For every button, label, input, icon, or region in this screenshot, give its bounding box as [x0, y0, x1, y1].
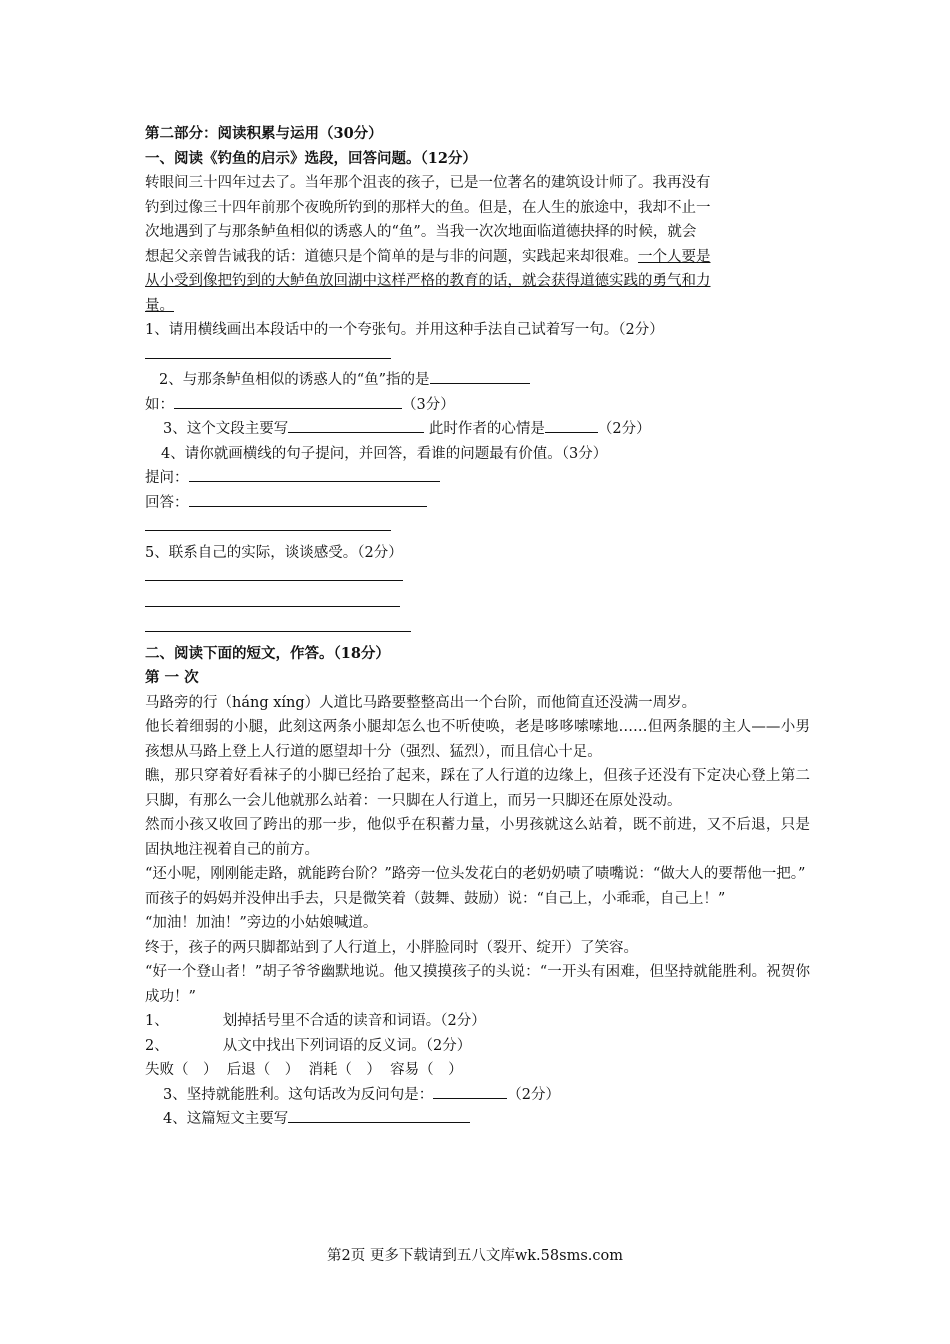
answer-blank[interactable] — [189, 466, 440, 482]
worksheet-page — [145, 122, 810, 1132]
answer-line[interactable] — [145, 591, 400, 607]
antonym-item[interactable]: 失败（ ） — [145, 1062, 218, 1078]
question-4: 4、请你就画横线的句子提问，并回答，看谁的问题最有价值。（3分） — [161, 445, 608, 462]
story-paragraph: 而孩子的妈妈并没伸出手去，只是微笑着（鼓舞、鼓励）说：“自己上，小乖乖，自己上！” — [145, 890, 726, 907]
question-4-answer — [145, 491, 810, 516]
passage-text: 想起父亲曾告诫我的话：道德只是个简单的是与非的问题，实践起来却很难。 — [145, 248, 638, 265]
score: （2分） — [507, 1086, 560, 1103]
question-text: 3、这个文段主要写 — [163, 421, 289, 437]
antonym-list — [145, 1058, 810, 1083]
passage-line — [145, 245, 810, 270]
antonym-item[interactable]: 后退（ ） — [226, 1062, 300, 1078]
s2-question-1 — [145, 1009, 810, 1034]
answer-blank[interactable] — [430, 368, 530, 384]
score: （3分） — [402, 396, 455, 413]
question-2-example — [145, 393, 810, 418]
story-paragraph: 马路旁的行（háng xíng）人道比马路要整整高出一个台阶，而他简直还没满一周岁。 — [145, 694, 697, 711]
example-label: 如： — [145, 396, 174, 413]
passage-line: 转眼间三十四年过去了。当年那个沮丧的孩子，已是一位著名的建筑设计师了。我再没有 — [145, 175, 711, 191]
question-text: 2、与那条鲈鱼相似的诱惑人的“鱼”指的是 — [159, 372, 430, 388]
passage-line: 次地遇到了与那条鲈鱼相似的诱惑人的“鱼”。当我一次次地面临道德抉择的时候，就会 — [145, 224, 697, 240]
answer-line[interactable] — [145, 515, 391, 531]
question-number: 1、 — [145, 1013, 169, 1029]
story-paragraph: “加油！加油！”旁边的小姑娘喊道。 — [145, 915, 378, 931]
antonym-item[interactable]: 消耗（ ） — [308, 1062, 381, 1078]
underlined-sentence: 一个人要是 — [638, 248, 711, 265]
story-paragraph: “还小呢，刚刚能走路，就能跨台阶？”路旁一位头发花白的老奶奶啧了啧嘴说：“做大人的要帮他一把。” — [145, 866, 806, 882]
section1-passage — [145, 171, 810, 318]
story-text — [145, 691, 810, 1010]
story-paragraph: 他长着细弱的小腿，此刻这两条小腿却怎么也不听使唤，老是哆哆嗦嗦地……但两条腿的主人——小男孩想从马路上登上人行道的愿望却十分（强烈、猛烈），而且信心十足。 — [145, 719, 810, 760]
s2-question-4 — [145, 1107, 810, 1132]
question-text: 划掉括号里不合适的读音和词语。（2分） — [222, 1013, 486, 1029]
story-paragraph: 然而小孩又收回了跨出的那一步，他似乎在积蓄力量，小男孩就这么站着，既不前进，又不后退，只是固执地注视着自己的前方。 — [145, 817, 810, 858]
underlined-sentence: 从小受到像把钓到的大鲈鱼放回湖中这样严格的教育的话，就会获得道德实践的勇气和力 — [145, 273, 711, 289]
answer-blank[interactable] — [288, 417, 424, 433]
question-text: 3、坚持就能胜利。这句话改为反问句是： — [163, 1086, 434, 1103]
answer-line[interactable] — [145, 343, 391, 359]
antonym-item[interactable]: 容易（ ） — [390, 1062, 463, 1078]
s2-question-2 — [145, 1034, 810, 1059]
answer-blank[interactable] — [433, 1083, 507, 1099]
story-paragraph: 终于，孩子的两只脚都站到了人行道上，小胖脸同时（裂开、绽开）了笑容。 — [145, 939, 638, 956]
question-text: 4、这篇短文主要写 — [163, 1111, 289, 1127]
section2-heading: 二、阅读下面的短文，作答。（18分） — [145, 644, 390, 662]
part-title: 第二部分：阅读积累与运用（30分） — [145, 125, 383, 142]
score: （2分） — [597, 421, 651, 437]
story-paragraph: 瞧，那只穿着好看袜子的小脚已经抬了起来，踩在了人行道的边缘上，但孩子还没有下定决心登上第二只脚，有那么一会儿他就那么站着：一只脚在人行道上，而另一只脚还在原处没动。 — [145, 768, 810, 809]
story-paragraph: “好一个登山者！”胡子爷爷幽默地说。他又摸摸孩子的头说：“一开头有困难，但坚持就能胜利。祝贺你成功！” — [145, 964, 810, 1005]
answer-blank[interactable] — [174, 393, 402, 409]
answer-blank[interactable] — [288, 1107, 470, 1123]
story-title: 第 一 次 — [145, 669, 199, 686]
ask-label: 提问： — [145, 470, 189, 486]
question-text: 从文中找出下列词语的反义词。（2分） — [222, 1037, 472, 1054]
section1-heading: 一、阅读《钓鱼的启示》选段，回答问题。（12分） — [145, 149, 477, 167]
s2-question-3 — [145, 1083, 810, 1108]
question-3 — [145, 417, 810, 442]
underlined-sentence: 量。 — [145, 297, 174, 314]
answer-line[interactable] — [145, 565, 403, 581]
answer-label: 回答： — [145, 494, 189, 511]
question-5: 5、联系自己的实际，谈谈感受。（2分） — [145, 544, 403, 561]
passage-line: 钓到过像三十四年前那个夜晚所钓到的那样大的鱼。但是，在人生的旅途中，我却不止一 — [145, 199, 711, 216]
answer-blank[interactable] — [189, 491, 427, 507]
question-text: 此时作者的心情是 — [424, 421, 545, 437]
question-2 — [145, 368, 810, 393]
question-1: 1、请用横线画出本段话中的一个夸张句。并用这种手法自己试着写一句。（2分） — [145, 322, 664, 338]
page-footer: 第2页 更多下载请到五八文库wk.58sms.com — [327, 1248, 623, 1264]
answer-blank[interactable] — [545, 417, 598, 433]
question-number: 2、 — [145, 1037, 169, 1054]
question-4-ask — [145, 466, 810, 491]
answer-line[interactable] — [145, 616, 411, 632]
